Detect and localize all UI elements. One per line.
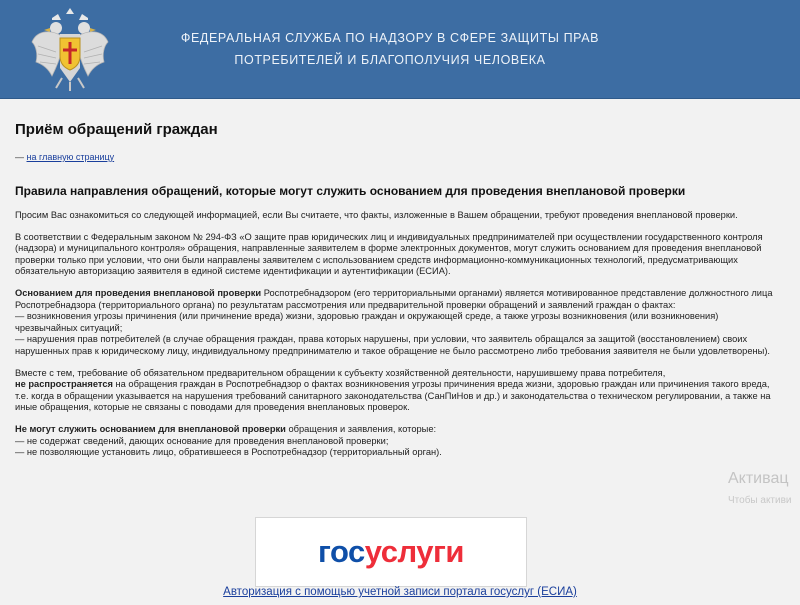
exception-start: Вместе с тем, требование об обязательном предварительном обращении к субъекту хозяйственной деятельности, нарушившему права потребителя,: [15, 367, 666, 378]
grounds-item-2: — нарушения прав потребителей (в случае обращения граждан, права которых нарушены, при условии, что заявитель обращался за защитой (восстановлением) своих нарушенных прав к юридическому лицу, индивидуальному предпринимателю и такое обращение не было рассмотрено либо требования заявителя не были удовлетворены).: [15, 334, 771, 356]
exception-text: на обращения граждан в Роспотребнадзор о фактах возникновения угрозы причинения вреда жизни, здоровью граждан или причинения такого вреда, т.е. когда в обращении указывается на нарушения требований санитарного законодательства (СанПиНов и др.) и законодательства о техническом регулировании, а также на иные обращения, которые не связаны с поводами для проведения внеплановых проверок.: [15, 379, 771, 413]
paragraph-grounds: [15, 288, 783, 358]
rules-text: [15, 210, 783, 469]
not-grounds-item-2: — не позволяющие установить лицо, обратившееся в Роспотребнадзор (территориальный орган).: [15, 447, 442, 458]
site-header: [0, 0, 800, 99]
paragraph-exception: [15, 368, 783, 414]
organization-name: [150, 27, 630, 71]
exception-bold: не распространяется: [15, 379, 113, 390]
esia-auth-link[interactable]: Авторизация с помощью учетной записи портала госуслуг (ЕСИА): [223, 586, 577, 598]
paragraph-not-grounds: [15, 424, 783, 459]
home-link[interactable]: на главную страницу: [26, 152, 115, 162]
windows-activation-watermark-sub: Чтобы активи: [728, 495, 792, 506]
not-grounds-item-1: — не содержат сведений, дающих основание для проведения внеплановой проверки;: [15, 435, 389, 446]
back-dash: —: [15, 152, 24, 162]
windows-activation-watermark: Активац: [728, 470, 789, 487]
main-content: [0, 99, 800, 605]
organization-name-line2: ПОТРЕБИТЕЛЕЙ И БЛАГОПОЛУЧИЯ ЧЕЛОВЕКА: [234, 53, 546, 67]
grounds-item-1: — возникновения угрозы причинения (или причинение вреда) жизни, здоровью граждан и окружающей среде, а также угрозы возникновения (или возникновения) чрезвычайных ситуаций;: [15, 311, 719, 333]
grounds-text: Роспотребнадзором (его территориальными органами) является мотивированное представление должностного лица Роспотребнадзора (территориального органа) по результатам рассмотрения или предварительной проверки обращений и заявлений граждан о фактах:: [15, 287, 773, 310]
gosuslugi-logo-part1: гос: [318, 534, 365, 569]
not-grounds-bold: Не могут служить основанием для внеплановой проверки: [15, 423, 286, 434]
breadcrumb: [15, 152, 114, 162]
grounds-bold: Основанием для проведения внеплановой проверки: [15, 287, 262, 298]
not-grounds-text: обращения и заявления, которые:: [285, 423, 437, 434]
gosuslugi-logo: [318, 534, 464, 570]
double-headed-eagle-icon: [30, 6, 110, 92]
page-title: Приём обращений граждан: [15, 121, 218, 138]
organization-name-line1: ФЕДЕРАЛЬНАЯ СЛУЖБА ПО НАДЗОРУ В СФЕРЕ ЗАЩИТЫ ПРАВ: [180, 31, 600, 45]
paragraph-law: В соответствии с Федеральным законом № 294-ФЗ «О защите прав юридических лиц и индивидуальных предпринимателей при осуществлении государственного контроля (надзора) и муниципального контроля» обращения, направленные заявителем в форме электронных документов, могут служить основанием для проведения внеплановой проверки только при условии, что они были направлены заявителем с использованием средств информационно-коммуникационных технологий, предусматривающих обязательную авторизацию заявителя в единой системе идентификации и аутентификации (ЕСИА).: [15, 231, 763, 277]
gosuslugi-logo-part2: услуги: [364, 534, 464, 569]
gosuslugi-logo-button[interactable]: [255, 517, 527, 587]
section-title: Правила направления обращений, которые могут служить основанием для проведения внеплановой проверки: [15, 184, 686, 198]
paragraph-intro: Просим Вас ознакомиться со следующей информацией, если Вы считаете, что факты, изложенные в Вашем обращении, требуют проведения внеплановой проверки.: [15, 210, 738, 220]
